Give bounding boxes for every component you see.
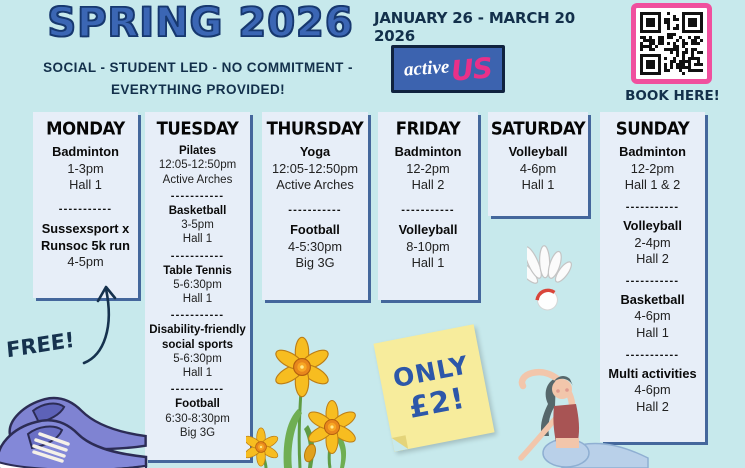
- session-name: Pilates: [178, 145, 217, 157]
- day-card-monday: [33, 112, 138, 298]
- session-detail: Hall 1: [69, 177, 102, 193]
- price-line-2: £2!: [405, 380, 468, 425]
- session-name: Football: [290, 221, 340, 237]
- session-detail: 4-5:30pm: [287, 238, 343, 254]
- session-detail: Hall 2: [636, 251, 669, 267]
- session: [146, 264, 249, 307]
- curved-arrow-up-icon: [72, 281, 122, 367]
- session-detail: Hall 1: [182, 367, 213, 379]
- poster-title: SPRING 2026: [47, 0, 354, 46]
- session-detail: 4-6pm: [519, 160, 557, 176]
- session-detail: 8-10pm: [406, 238, 450, 254]
- session-detail: 12:05-12:50pm: [158, 159, 237, 172]
- session: [602, 218, 703, 268]
- free-label: FREE!: [5, 327, 76, 363]
- session-name: Basketball: [168, 204, 227, 217]
- price-sticky-note: [373, 324, 494, 451]
- qr-code-icon: [631, 3, 712, 84]
- session-detail: 4-5pm: [67, 254, 104, 270]
- session-detail: Active Arches: [276, 177, 354, 193]
- session-divider: -----------: [288, 203, 342, 216]
- session-detail: Hall 1: [636, 325, 669, 340]
- session-detail: 5-6:30pm: [173, 352, 222, 365]
- session: [380, 222, 476, 272]
- session-name: Table Tennis: [163, 264, 232, 277]
- session: [602, 144, 703, 194]
- session-detail: 6:30-8:30pm: [165, 412, 230, 425]
- session-name: Volleyball: [398, 221, 458, 237]
- session: [146, 204, 249, 247]
- session-name: Disability-friendly social sports: [149, 324, 246, 351]
- sneakers-icon: [0, 384, 158, 468]
- activeus-logo: [391, 45, 505, 93]
- subtitle-line-2: EVERYTHING PROVIDED!: [110, 82, 286, 98]
- session-name: Basketball: [620, 291, 685, 307]
- session-name: Badminton: [52, 144, 119, 159]
- date-range: JANUARY 26 - MARCH 20 2026: [374, 9, 575, 45]
- session-divider: -----------: [170, 309, 225, 322]
- session-detail: 12-2pm: [630, 160, 675, 176]
- session-name: Multi activities: [608, 365, 697, 381]
- session-detail: 1-3pm: [67, 160, 104, 176]
- session-name: Badminton: [619, 144, 686, 159]
- session-divider: -----------: [58, 202, 113, 215]
- session-divider: -----------: [170, 249, 225, 262]
- day-card-saturday: [488, 112, 588, 216]
- session: [264, 144, 366, 194]
- day-card-thursday: [262, 112, 368, 300]
- logo-word-active: active: [403, 56, 450, 81]
- session: [35, 144, 136, 194]
- session-name: Yoga: [299, 144, 331, 159]
- daffodils-icon: [246, 331, 358, 468]
- session: [602, 292, 703, 342]
- session: [146, 144, 249, 187]
- session-name: Badminton: [394, 144, 462, 159]
- day-header: SUNDAY: [615, 118, 690, 139]
- session: [490, 144, 586, 194]
- price-line-1: ONLY: [390, 349, 471, 393]
- session-detail: 5-6:30pm: [173, 278, 222, 291]
- session-detail: 4-6pm: [634, 382, 671, 398]
- session-name: Volleyball: [623, 217, 682, 233]
- session-detail: Hall 1 & 2: [624, 177, 681, 193]
- session: [35, 221, 136, 271]
- qr-label: BOOK HERE!: [625, 88, 720, 104]
- session-divider: -----------: [401, 203, 455, 216]
- day-card-friday: [378, 112, 478, 300]
- shuttlecock-icon: [527, 237, 583, 317]
- day-header: THURSDAY: [266, 118, 364, 139]
- logo-word-us: US: [449, 50, 494, 88]
- session-detail: Big 3G: [295, 255, 335, 271]
- session-detail: Hall 1: [521, 177, 555, 193]
- poster-subtitle: [18, 57, 378, 102]
- session-detail: 4-6pm: [634, 308, 671, 324]
- session-divider: -----------: [625, 274, 680, 287]
- session-name: Volleyball: [508, 144, 568, 159]
- session-detail: Active Arches: [162, 173, 233, 186]
- day-card-tuesday: [145, 112, 250, 460]
- session-divider: -----------: [625, 200, 680, 213]
- session-detail: 2-4pm: [634, 234, 671, 250]
- session-detail: 12-2pm: [406, 160, 450, 176]
- session-detail: Big 3G: [179, 426, 216, 439]
- session-detail: Hall 2: [411, 177, 445, 193]
- session-divider: -----------: [625, 348, 680, 361]
- session-detail: Hall 1: [411, 255, 445, 271]
- session: [146, 397, 249, 440]
- stretching-person-icon: [512, 356, 650, 468]
- day-header: MONDAY: [46, 118, 125, 139]
- session-divider: -----------: [170, 383, 225, 396]
- day-header: SATURDAY: [490, 118, 586, 139]
- session-detail: 12:05-12:50pm: [271, 160, 359, 176]
- session-detail: Hall 1: [182, 293, 213, 305]
- day-header: TUESDAY: [156, 118, 239, 139]
- session-detail: 3-5pm: [181, 219, 214, 231]
- day-header: FRIDAY: [395, 118, 461, 139]
- session-divider: -----------: [170, 189, 225, 202]
- session: [264, 222, 366, 272]
- qr-pattern: [640, 12, 703, 75]
- session-name: Sussexsport x Runsoc 5k run: [41, 220, 130, 253]
- subtitle-line-1: SOCIAL - STUDENT LED - NO COMMITMENT -: [43, 60, 353, 75]
- session: [146, 323, 249, 380]
- session-detail: Hall 2: [636, 398, 669, 414]
- session: [380, 144, 476, 194]
- session-detail: Hall 1: [182, 233, 213, 246]
- session-name: Football: [175, 398, 220, 411]
